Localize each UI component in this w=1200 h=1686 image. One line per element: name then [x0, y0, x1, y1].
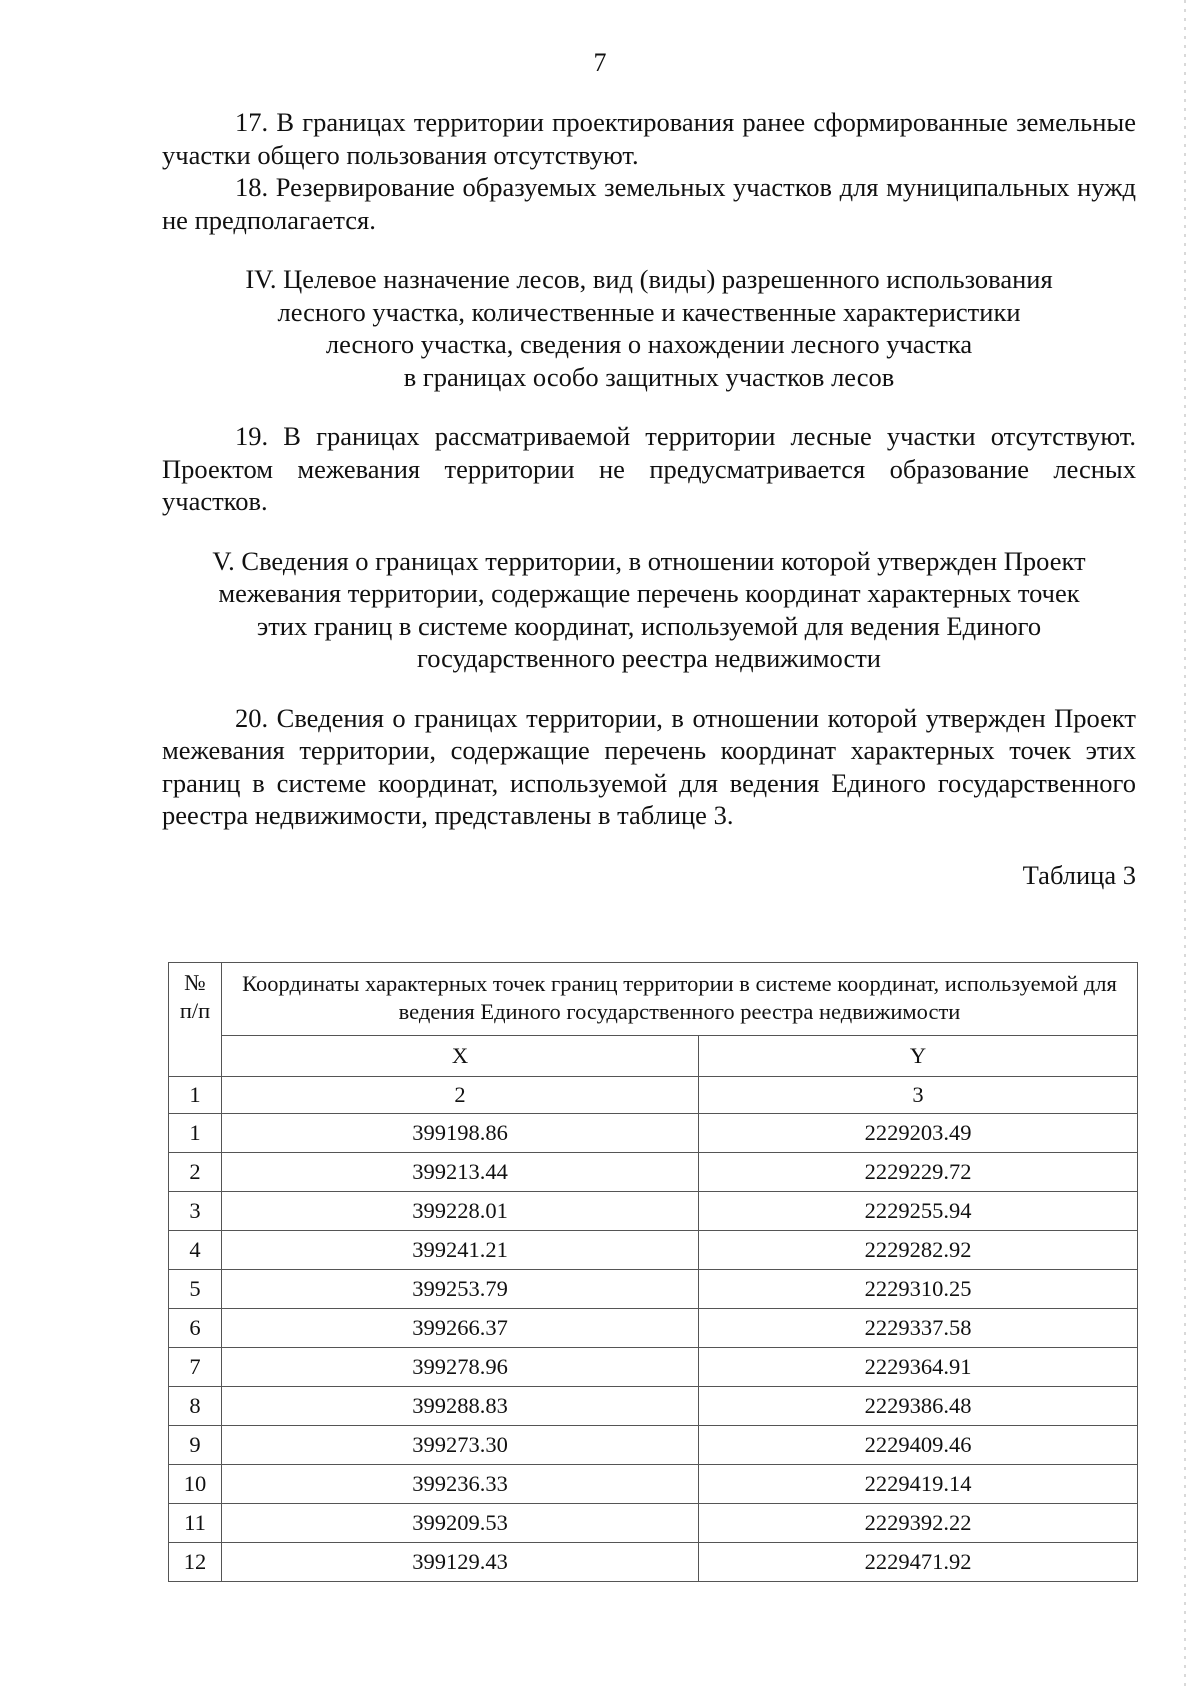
- table-row: [169, 1192, 1138, 1231]
- table-row: [169, 1231, 1138, 1270]
- row-number-cell: 4: [169, 1231, 222, 1270]
- table-row: [169, 1543, 1138, 1582]
- page-number: 7: [593, 48, 607, 77]
- x-coordinate-cell: 399228.01: [222, 1192, 699, 1231]
- table-row: [169, 1387, 1138, 1426]
- table-column-numbers-row: [169, 1077, 1138, 1114]
- heading-line: в границах особо защитных участков лесов: [403, 361, 895, 392]
- row-number-cell: 9: [169, 1426, 222, 1465]
- table-row: [169, 1309, 1138, 1348]
- x-coordinate-cell: 399213.44: [222, 1153, 699, 1192]
- table-axis-row: [169, 1036, 1138, 1077]
- heading-line: этих границ в системе координат, используемой для ведения Единого: [256, 610, 1042, 641]
- paragraph-18: 18. Резервирование образуемых земельных участков для муниципальных нужд не предполагается.: [162, 172, 1136, 235]
- row-number-cell: 7: [169, 1348, 222, 1387]
- table-header-row: [169, 963, 1138, 1036]
- table-row: [169, 1153, 1138, 1192]
- header-number-label: п/п: [179, 998, 211, 1023]
- y-coordinate-cell: 2229203.49: [699, 1114, 1138, 1153]
- axis-x-label: X: [222, 1036, 699, 1077]
- heading-line: государственного реестра недвижимости: [417, 643, 881, 673]
- row-number-cell: 2: [169, 1153, 222, 1192]
- row-number-cell: 8: [169, 1387, 222, 1426]
- y-coordinate-cell: 2229310.25: [699, 1270, 1138, 1309]
- heading-line: межевания территории, содержащие перечень координат характерных точек: [218, 578, 1080, 608]
- y-coordinate-cell: 2229337.58: [699, 1309, 1138, 1348]
- header-number-sign: №: [184, 970, 206, 995]
- table-row: [169, 1426, 1138, 1465]
- x-coordinate-cell: 399241.21: [222, 1231, 699, 1270]
- header-number-cell: [169, 963, 222, 1077]
- x-coordinate-cell: 399129.43: [222, 1543, 699, 1582]
- y-coordinate-cell: 2229409.46: [699, 1426, 1138, 1465]
- section-heading-4: [162, 263, 1136, 393]
- table-row: [169, 1465, 1138, 1504]
- x-coordinate-cell: 399278.96: [222, 1348, 699, 1387]
- table-row: [169, 1348, 1138, 1387]
- row-number-cell: 1: [169, 1114, 222, 1153]
- row-number-cell: 6: [169, 1309, 222, 1348]
- paragraph-19: 19. В границах рассматриваемой территории лесные участки отсутствуют. Проектом межевания территории не предусматривается образование лесных участков.: [162, 421, 1136, 516]
- row-number-cell: 10: [169, 1465, 222, 1504]
- heading-line: IV. Целевое назначение лесов, вид (виды) разрешенного использования: [245, 264, 1053, 294]
- column-number-cell: 3: [699, 1077, 1138, 1114]
- table-row: [169, 1504, 1138, 1543]
- column-number-cell: 2: [222, 1077, 699, 1114]
- x-coordinate-cell: 399198.86: [222, 1114, 699, 1153]
- table-row: [169, 1114, 1138, 1153]
- y-coordinate-cell: 2229386.48: [699, 1387, 1138, 1426]
- heading-line: лесного участка, сведения о нахождении лесного участка: [325, 329, 973, 359]
- section-heading-5: [162, 545, 1136, 675]
- coordinates-table: [168, 962, 1138, 1582]
- axis-y-label: Y: [699, 1036, 1138, 1077]
- column-number-cell: 1: [169, 1077, 222, 1114]
- scan-edge-artifact: [1184, 0, 1186, 1686]
- y-coordinate-cell: 2229471.92: [699, 1543, 1138, 1582]
- y-coordinate-cell: 2229392.22: [699, 1504, 1138, 1543]
- x-coordinate-cell: 399209.53: [222, 1504, 699, 1543]
- row-number-cell: 12: [169, 1543, 222, 1582]
- x-coordinate-cell: 399288.83: [222, 1387, 699, 1426]
- row-number-cell: 11: [169, 1504, 222, 1543]
- paragraph-20: 20. Сведения о границах территории, в отношении которой утвержден Проект межевания территории, содержащие перечень координат характерных точек этих границ в системе координат, используемой для ведения Единого государственного реестра недвижимости, представлены в таблице 3.: [162, 702, 1136, 830]
- y-coordinate-cell: 2229364.91: [699, 1348, 1138, 1387]
- header-coordinates-cell: Координаты характерных точек границ территории в системе координат, используемой для ведения Единого государственного реестра недвижимости: [222, 963, 1138, 1036]
- paragraph-17: 17. В границах территории проектирования ранее сформированные земельные участки общего пользования отсутствуют.: [162, 107, 1136, 170]
- document-body: [162, 106, 1136, 891]
- table-caption: Таблица 3: [1022, 859, 1136, 890]
- x-coordinate-cell: 399253.79: [222, 1270, 699, 1309]
- y-coordinate-cell: 2229255.94: [699, 1192, 1138, 1231]
- x-coordinate-cell: 399273.30: [222, 1426, 699, 1465]
- heading-line: V. Сведения о границах территории, в отношении которой утвержден Проект: [212, 545, 1086, 576]
- y-coordinate-cell: 2229282.92: [699, 1231, 1138, 1270]
- table-row: [169, 1270, 1138, 1309]
- row-number-cell: 3: [169, 1192, 222, 1231]
- y-coordinate-cell: 2229419.14: [699, 1465, 1138, 1504]
- x-coordinate-cell: 399236.33: [222, 1465, 699, 1504]
- row-number-cell: 5: [169, 1270, 222, 1309]
- heading-line: лесного участка, количественные и качественные характеристики: [277, 296, 1021, 327]
- x-coordinate-cell: 399266.37: [222, 1309, 699, 1348]
- y-coordinate-cell: 2229229.72: [699, 1153, 1138, 1192]
